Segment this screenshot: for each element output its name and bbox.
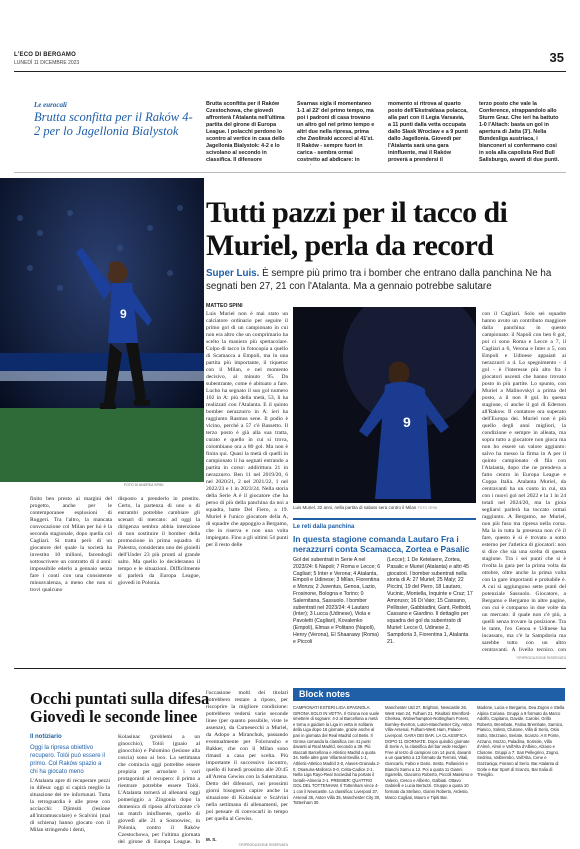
- byline: MATTEO SPINI: [206, 303, 243, 309]
- bottom-subhead: Oggi la ripresa obiettivo recupero. Tolói può essere il primo. Col Raków spazio a chi ha giocato meno: [30, 745, 105, 775]
- stats-box-column-1: Gol dei subentrati in Serie A nel 2023/24: 6 Napoli; 7 Roma e Lecce; 6 Cagliari; 5 Inter e Verona; 4 Atalanta, Empoli e Udinese; 3 Milan, Fiorentina e Monza; 2 Juventus, Genoa, Lazio, Frosinone, Bologna e Torino; 0 Salernitana, Sassuolo. I bomber subentrati nel 2023/24: 4 Lautaro (Inter); 3 Lucca (Udinese), Viola e Pavoletti (Cagliari), Kovalenko (Empoli), Elmas e Politano (Napoli), Henry (Verona), El Shaarawy (Roma) e Piccoli: [293, 557, 381, 645]
- block-notes-title: Block notes: [299, 689, 351, 699]
- svg-text:9: 9: [120, 307, 127, 321]
- stats-box-title: In questa stagione comanda Lautaro Fra i nerazzurri conta Scamacca, Zortea e Pasalic: [293, 534, 470, 554]
- standfirst-text: È sempre più primo tra i bomber che entrano dalla panchina Ne ha segnati ben 27, 21 con l'Atalanta. Ma a gennaio potrebbe salutare: [206, 268, 552, 292]
- section-divider-bottom: [14, 668, 566, 669]
- bottom-column-1: L'Atalanta apre di recuperare pezzi in difesa: oggi si capirà meglio la situazione dei tre infortunati. Tutta la retroguardia è alle prese con acciacchi: Djimsiti (lesione all'intramuscolare) e Scalvini (mal di schiena) hanno giocato con il Milan stringendo i denti,: [30, 778, 110, 833]
- page-number: 35: [549, 50, 564, 65]
- bottom-column-2: Kolasinac (problemi a un ginocchio), Tolói (guaio al ginocchio) e Palomino (lesione alla coscia) sono ai box. La settimana che comincia oggi potrebbe essere propizia per arruolare i vari protagonisti al recupero: il primo a rientrare potrebbe essere Tolói. L'Atalanta tornerà al allenarsi oggi pomeriggio a Zingonia dopo la domenica di riposo all'orizzonte c'è un match ininfluente, quello di giovedì alle 21 a Sosnowiec, in Polonia, contro il Raków Czestochowa, per l'ultima giornata del girone di Europa League. In: [118, 734, 200, 844]
- eurocup-column-1: Brutta sconfitta per il Raków Czestochowa, che giovedì affronterà l'Atalanta nell'ultima partita del girone di Europa League. I polacchi perdono lo scontro al vertice in casa dello Jagellonia Bialystok: 4-2 e lo scivolano al secondo in classifica. Il difensore: [206, 101, 285, 163]
- article-signature: ©RIPRODUZIONE RISERVATA: [516, 656, 566, 660]
- block-notes-header: [293, 688, 565, 701]
- eurocup-column-4: terzo posto che vale la Conference, strappandolo allo Sturm Graz. Che ieri ha battuto 1-0 l'Altach: basta un gol in apertura di Jatta (3'). Nella Bundesliga austriaca, i bianconeri si confermano così in sola alla capolista Red Bull Salisburgo, avanti di due punti.: [479, 101, 559, 163]
- eurocup-title: Brutta sconfitta per il Raków 4-2 per lo Jagellonia Bialystok: [34, 110, 193, 138]
- photo-caption-text: Luis Muriel, 32 anni, nella partita di sabato sera contro il Milan: [293, 505, 417, 510]
- main-headline: Tutti pazzi per il tacco di Muriel, perla da record: [206, 196, 508, 262]
- newspaper-name: L'ECO DI BERGAMO: [14, 52, 76, 58]
- photo-caption-credit: FOTO SPINI: [417, 506, 438, 510]
- photo-credit: FOTO DI ANDREA SPINI: [124, 483, 164, 487]
- article-column-1: Luis Muriel non è mai stato un calciatore ordinario per seguire il primo gol di un campionato in cui non era altro che un comprimario ha scelto la maniera più spettacolare. Colpo di tacco in fotocopia a quello di Scamacca a Empoli, ma in una partita più importante, il tiquetoc con il Milan, e nel momento decisivo, al minuto 95. Da subentrante, come è abituato a fare. Lucho ha segnato il suo gol numero 102 in A: più della metà, 53, li ha realizzati con l'Atalanta. E il quinto bomber nerazzurro in A: ieri ha raggiunto Rasmus sene. Il podio è vicino, perché a 57 c'è Bassetto. Il terzo posto è già alla sua tratta, curato e quello in cui si trova, colombiano ora a 80 gol. Ma non è finita qui. Quasi la metà di quelli in campionato li ha segnati entrando a partita in corso: addirittura 21 in nerazzurro. Ben 11 nel 2019/20, 6 nel 2020/21, 2 nel 2021/22, 1 nel 2022/23 e 1 in 2023/24. Nella storia della Serie A è il giocatore che ha perso di più della panchina da noi a squadra, batte Del Fiero, a 19. Muriel è l'unico giocatore della A, di squadre che appoggio a Bergamo, che in riserva e non una volta impiegato. Fino a gli ultimi 54 punti per il resto delle: [206, 311, 288, 548]
- photo-muriel-celebrating: [0, 178, 204, 482]
- stats-box: [293, 518, 476, 658]
- svg-text:9: 9: [403, 414, 411, 430]
- photo-caption: [293, 505, 476, 510]
- bottom-signature-name: M. S.: [206, 837, 217, 842]
- block-notes-column-3: Madone, Lucia e Bergamo, Dea Zogno e Stella Alpina Coriana. Gruppi a 9 formato da Marco Adolfo, Capitano, Davide, Carolei, Grillo Roberto, Brembate, Fatina Brembate, Sarnico, Pianico, Soleto, Clusone, Villa di Serio, Osio Sotto, Stezzano, Seriate, Scanzo. A 8 Ponte, Azzano, Mozzo, Paladina, Sorisole, Villa d'Almè, Almè e Vall'Alta d'Albino, Alzano e Clusone. Gruppi a 7: San Pellegrino, Zogno, Sedrina, Valbrembo, Vall'Alta, Cene e Gazzaniga, Fiorano al Serio. Bar Atalanta di Gorle e Bar Sport di Scanzo, Bar Italia di Treviglio.: [477, 705, 565, 778]
- bottom-signature: ©RIPRODUZIONE RISERVATA: [238, 843, 288, 847]
- page-header: [14, 50, 566, 72]
- standfirst-kicker: Super Luis.: [206, 268, 260, 279]
- photo-muriel-action: [293, 307, 476, 503]
- article-column-left-b: disposto a prenderlo in prestito. Certo, la partenza di uno o di entrambi potrebbe cambiare gli scenari di mercato: ad oggi la dirigenza sembra abbia intenzione di non sostituire il bomber della promozione in prima squadra di Palestra, considerato uno dei gioielli dell'Under 23 più pronti al grande salto. Ma quello lo decideranno il tempo e le situazioni. Difficilmente si parlerà da Europa League, giovedì in Polonia.: [118, 496, 200, 586]
- section-divider: [14, 172, 566, 173]
- bottom-column-3: l'occasione molti dei titolari potrebbero restare a riposo, per riscoprire la migliore condizione: potrebbero vedersi varie seconde linee (per quanto possibile, viste le assenze), da Carnesecchi a Muriel, da Adopo a Miranchuk, passando eventualmente per Folorunsho e Bakker, che con il Milan sono rimasti a casa per scelta. Più importante il successivo incontro, quello di lunedì prossimo alle 20:45 all'Arena Gewiss con la Salernitana. Detto del difensori, nei prossimi giorni bisognerà capire anche la situazione di Kolasinac e Scalvini nella settimana di allenamenti, per poi pensare di convocarli in tempo per quella al Gewiss.: [206, 690, 288, 822]
- standfirst: [206, 267, 566, 293]
- stats-box-column-2: (Lecce); 1 De Ketelaere, Zortea, Pasalic e Muriel (Atalanta) e altri 45 giocatori. I bomber subentrati nella storia di A: 27 Muriel; 25 Maly; 22 Piccini, 19 del Piero, 18 Lautaro, Vucinic, Montella, Inquinte e Cruz; 17 Amoruso; 16 Di Vaio; 15 Cassano, Pellissier, Gabbiadini, Gant, Retbold, Cassano e Giardino. Il dettaglio per squadra dei gol da subentrato di Muriel: Lecce 0, Udinese 2, Sampdoria 3, Fiorentina 1, Atalanta 21.: [387, 557, 473, 645]
- eurocup-column-3: momento si ritrova al quarto posto dell'Ekstraklasa polacca, alla pari con il Legia Varsavia, a 11 punti dalla vetta occupata dallo Slask Wroclaw e a 9 punti dallo Jagellonia. Giovedì per l'Atalanta sarà una gara ininfluente, mai il Raków proverà a prendersi il: [388, 101, 468, 163]
- bottom-kicker: Il notiziario: [30, 734, 62, 740]
- eurocup-column-2: Svarnas sigla il momentaneo 1-1 al 22' del primo tempo, ma poi i padroni di casa trovano un altro gol nel primo tempo e altri due nella ripresa, prima che Zwolinski accorci al 41'st. Il Raków - sempre fuori in carica - sembra ormai costretto ad abdicare: in: [297, 101, 375, 163]
- article-column-right: con il Cagliari. Solo sei squadre hanno avuto un contributo maggiore dalla panchina: in questo campionato: il Napoli con ben 8 gol, poi ci sono Roma e Lecce a 7, il Cagliari a 6, Verona e Inter a 5, con Empoli e Udinese appaiati ai nerazzurri a 4. Lo spegnimento - 4 gol - è l'interesse più alto fra i giocatori uscenti che hanno trovato posto in più partite. Lo spunto, con Muriel a Malinovskyi a prima del posto, a il non 8 gol. In questa stagione, ci anche il gol di Ederson all'Rakow. Il contatore ora superato dell'Europa dei. Muriel non è più quello degli anni migliori, la condizione e sempre in alleata, ma sopra tutto a giocatore non gioca ma non ho essere un valore aggiunto: salvo ha messo la firma in A per il quinto campionato di fila con l'Atalanta, dopo che ne prendeva a fatto centro in Europa League e Coppa Italia. Atalanta Muriel, da centravanti ha un conto in cui, sta con i nuovi gol nel 2022 e la 1 in 24 totali nel 2024/20, ma la gioia segliarsi parlerà ha toccato ormai raggiunto. A Bergamo, ne Muriel, non più fuso ma ripresa nella corsa. Ma la in tutta la presenza non c'è il fare, questo è si è trovato a sotto esterno per l'atletica di giocatori: non si dice che sia una scelta di questa stagione. Tra i sei punti che si è rivolta la gara per la prima volta da ottobre, oltre anche la prima volta con la gare importanti e probabile è. A cui si aggiungono sette punti del potenziale Sassuolo. Giocatore, a Bergamo e Bergamo in altre pagine, con cui è comparso in due volte da un mercato: il quale non c'è più, a quelli senza trovare la posizione. Tra le tante, l'ex Genoa e Udinese ha incassato, ma c'è la Sampdoria ma sarebbe tutto con un altro centravanti. A livello tecnico, con: [482, 311, 566, 651]
- article-column-left-a: finito ben presto ai margini del progetto, anche per le contemporanee esplosioni di Ruggeri. Tra l'altro, la mancata convocazione col Milan per lui è la seconda stagionale, dopo quella col Cagliari. Si tratta però di un giocatore del quale la società ha investito 10 milioni, facendogli sottoscrivere un contratto di 4 anni: impossibile ederlo a gennaio senza fare i conti con una consistente minusvalenza, a meno che non si trovi qualcuno: [30, 496, 112, 593]
- block-notes-column-1: CAMPIONATI ESTERI LIGA SPAGNOLA: GIRONA SOLO IN VETTA. Il Girona non vuole smettere di sognare: 4-2 al Barcellona a metà e torna a guidare la Liga in vetta in solitaria della Liga dopo 16 giornate, grazie anche al pari in giornata del Real Madrid col Betis. Il Girona comanda la classifica con 41 punti davanti al Real Madrid, secondo a 39. Più staccati Barcellona e Atletico Madrid a quota 34. Nelle altre gare Villarreal-Sevilla 1-1, Athletic-Atletico Madrid 2-0, Alaves-Granada 2-0, Osasuna-Mallorca 0-0, Celta-Cadice 2-1. Nella Liga Rayo-Real Sociedad ha portato il Getafe-Almeria 2-1. PREMIER: QUATTRO GOL DEL TOTTENHAM. Il Tottenham vince 4-1 con il Newcastle. La classifica: Liverpool 37, Arsenal 36, Aston Villa 35, Manchester City 30, Tottenham 30.: [293, 705, 381, 806]
- eurocup-kicker: Le eurocalí: [34, 101, 67, 109]
- issue-date: LUNEDÌ 11 DICEMBRE 2023: [14, 60, 80, 66]
- stats-box-kicker: Le reti dalla panchina: [293, 524, 355, 530]
- bottom-headline: Occhi puntati sulla difesa Giovedì le seconde linee: [30, 689, 210, 726]
- block-notes-column-2: Manchester Utd 27, Brighton, Newcastle 26, West Ham 24, Fulham 21. Risultati: Brentford-Chelsea, Wolverhampton-Nottingham Forest, Burnley-Everton, Luton-Manchester City, Aston Villa-Arsenal, Fulham-West Ham, Palace-Liverpool. GARA DEI BAR. LA CLASSIFICA DOPO 11 GIORNATE. Dopo quindici giornate di Serie A, la classifica del bar vede Hodgen Free al terzo di campioni con 14 punti, davanti a un quartetto a 13 formato da Termini, Vitali, Giancarlo, Fabio e Dario. Sesto, Pallavicini e Bianchi Samu a 12. Poi a quota 11 Gianni Sgarrella, Giacomo Roberto, Piccoli Massimo e Valerio, Cesco e Alberto, Galbiati. Ottavo Gabrielli e Lucia Bertuzzi. Gruppo a quota 10 formato da Stefano, Gianni Roberto, Ardesio, Marco Cogliati, Mauro e Tipiti Bar.: [385, 705, 473, 800]
